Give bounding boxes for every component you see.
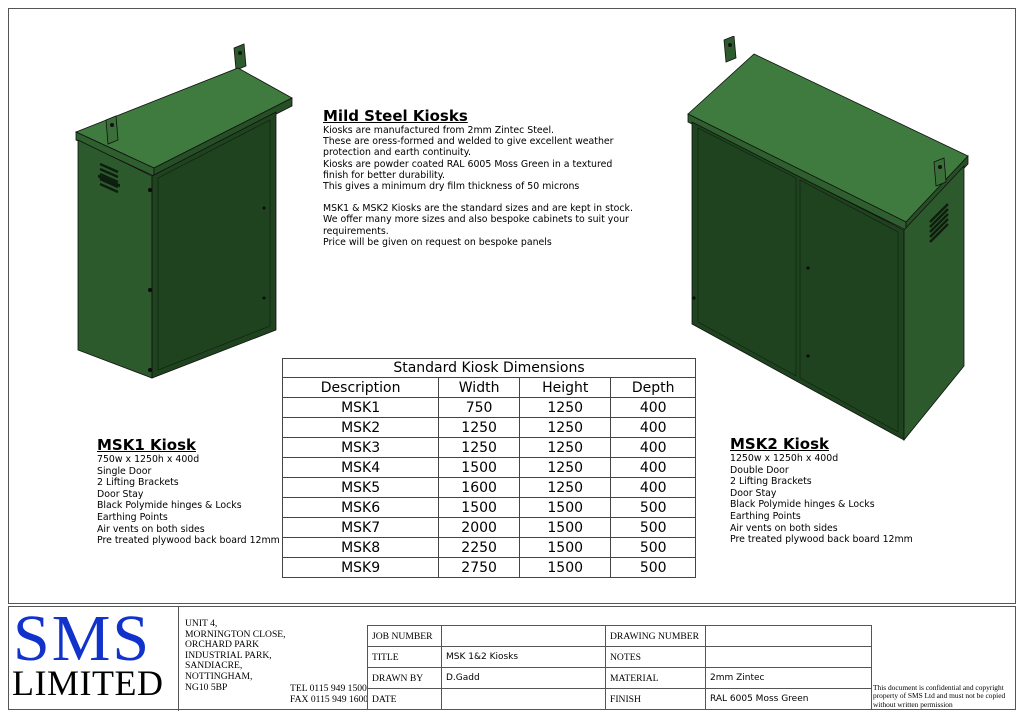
cell-width: 2750 (439, 558, 520, 578)
cell-width: 2250 (439, 538, 520, 558)
table-row (283, 558, 696, 578)
spec-item: Door Stay (730, 487, 777, 499)
intro-line: MSK1 & MSK2 Kiosks are the standard sizes and are kept in stock. (323, 203, 633, 215)
date-value (442, 689, 606, 710)
cell-depth: 500 (611, 498, 696, 518)
company-address (185, 619, 286, 693)
cell-height: 1250 (519, 398, 611, 418)
cell-description: MSK5 (283, 478, 439, 498)
intro-section (323, 107, 683, 248)
address-line: INDUSTRIAL PARK, (185, 649, 272, 661)
address-line: UNIT 4, (185, 618, 218, 629)
intro-line: This gives a minimum dry film thickness of 50 microns (323, 181, 580, 193)
cell-height: 1500 (519, 518, 611, 538)
intro-line: We offer many more sizes and also bespoke cabinets to suit your requirements. (323, 214, 629, 237)
intro-line: These are oress-formed and welded to give excellent weather (323, 136, 614, 148)
table-row (283, 518, 696, 538)
material-label: MATERIAL (606, 668, 706, 689)
table-row (283, 418, 696, 438)
cell-depth: 500 (611, 558, 696, 578)
cell-width: 1250 (439, 418, 520, 438)
intro-line: Kiosks are manufactured from 2mm Zintec Steel. (323, 125, 555, 136)
spec-item: 2 Lifting Brackets (730, 476, 812, 488)
cell-height: 1500 (519, 558, 611, 578)
cell-height: 1250 (519, 438, 611, 458)
dimensions-table (282, 358, 696, 578)
spec-item: 2 Lifting Brackets (97, 477, 179, 489)
drawn-by-label: DRAWN BY (368, 668, 442, 689)
table-row (283, 538, 696, 558)
cell-description: MSK6 (283, 498, 439, 518)
spec-item: Black Polymide hinges & Locks (97, 500, 242, 512)
cell-height: 1500 (519, 538, 611, 558)
spec-item: Door Stay (97, 488, 144, 500)
drawn-by-value: D.Gadd (442, 668, 606, 689)
table-row (283, 438, 696, 458)
cell-depth: 400 (611, 458, 696, 478)
cell-width: 750 (439, 398, 520, 418)
job-number-value (442, 626, 606, 647)
msk1-specs (97, 437, 280, 547)
cell-width: 1600 (439, 478, 520, 498)
spec-item: Pre treated plywood back board 12mm (730, 534, 913, 546)
title-block (8, 602, 1016, 710)
cell-description: MSK1 (283, 398, 439, 418)
cell-description: MSK2 (283, 418, 439, 438)
cell-description: MSK4 (283, 458, 439, 478)
spec-item: Earthing Points (730, 510, 801, 522)
telephone: TEL 0115 949 1500 (290, 683, 367, 694)
notes-label: NOTES (606, 647, 706, 668)
finish-label: FINISH (606, 689, 706, 710)
cell-width: 2000 (439, 518, 520, 538)
spec-item: Air vents on both sides (730, 522, 838, 534)
cell-depth: 500 (611, 538, 696, 558)
date-label: DATE (368, 689, 442, 710)
column-header: Height (519, 378, 611, 398)
table-caption: Standard Kiosk Dimensions (282, 358, 696, 377)
logo-sms: SMS (13, 602, 152, 675)
cell-depth: 400 (611, 438, 696, 458)
column-header: Depth (611, 378, 696, 398)
cell-depth: 400 (611, 478, 696, 498)
contact-numbers (290, 684, 368, 706)
address-line: ORCHARD PARK (185, 639, 260, 651)
drawing-number-value (706, 626, 872, 647)
column-header: Width (439, 378, 520, 398)
address-line: MORNINGTON CLOSE, (185, 628, 286, 640)
finish-value: RAL 6005 Moss Green (706, 689, 872, 710)
material-value: 2mm Zintec (706, 668, 872, 689)
logo-limited: LIMITED (12, 663, 164, 703)
table-row (283, 398, 696, 418)
msk1-kiosk-image (70, 40, 300, 380)
msk1-title: MSK1 Kiosk (97, 436, 196, 454)
intro-title: Mild Steel Kiosks (323, 107, 468, 125)
spec-item: Single Door (97, 465, 152, 477)
spec-item: Air vents on both sides (97, 523, 205, 535)
spec-item: Black Polymide hinges & Locks (730, 499, 875, 511)
cell-description: MSK3 (283, 438, 439, 458)
spec-item: 750w x 1250h x 400d (97, 454, 200, 465)
cell-depth: 400 (611, 418, 696, 438)
table-row (283, 498, 696, 518)
cell-height: 1500 (519, 498, 611, 518)
title-value: MSK 1&2 Kiosks (442, 647, 606, 668)
table-row (283, 478, 696, 498)
intro-line: Kiosks are powder coated RAL 6005 Moss Green in a textured (323, 158, 613, 170)
title-grid (367, 625, 872, 710)
spec-item: Pre treated plywood back board 12mm (97, 535, 280, 547)
drawing-number-label: DRAWING NUMBER (606, 626, 706, 647)
cell-description: MSK8 (283, 538, 439, 558)
intro-line: protection and earth continuity. (323, 147, 471, 159)
address-line: NG10 5BP (185, 681, 228, 693)
spec-item: Double Door (730, 464, 789, 476)
job-number-label: JOB NUMBER (368, 626, 442, 647)
cell-height: 1250 (519, 418, 611, 438)
column-header: Description (283, 378, 439, 398)
cell-width: 1500 (439, 458, 520, 478)
intro-line: Price will be given on request on bespoke panels (323, 236, 552, 248)
cell-depth: 400 (611, 398, 696, 418)
cell-description: MSK7 (283, 518, 439, 538)
confidentiality-notice: This document is confidential and copyright property of SMS Ltd and must not be copied without written permission (873, 683, 1006, 709)
table-header-row (283, 378, 696, 398)
msk2-specs (730, 436, 913, 546)
table-row (283, 458, 696, 478)
address-line: NOTTINGHAM, (185, 670, 253, 682)
address-line: SANDIACRE, (185, 660, 243, 672)
spec-item: 1250w x 1250h x 400d (730, 453, 839, 464)
msk2-title: MSK2 Kiosk (730, 435, 829, 453)
cell-height: 1250 (519, 478, 611, 498)
company-logo (9, 602, 179, 711)
spec-item: Earthing Points (97, 511, 168, 523)
fax: FAX 0115 949 1600 (290, 693, 369, 705)
notes-value (706, 647, 872, 668)
cell-description: MSK9 (283, 558, 439, 578)
cell-height: 1250 (519, 458, 611, 478)
cell-depth: 500 (611, 518, 696, 538)
title-label: TITLE (368, 647, 442, 668)
cell-width: 1500 (439, 498, 520, 518)
intro-line: finish for better durability. (323, 169, 445, 181)
cell-width: 1250 (439, 438, 520, 458)
msk2-kiosk-image (680, 36, 980, 446)
